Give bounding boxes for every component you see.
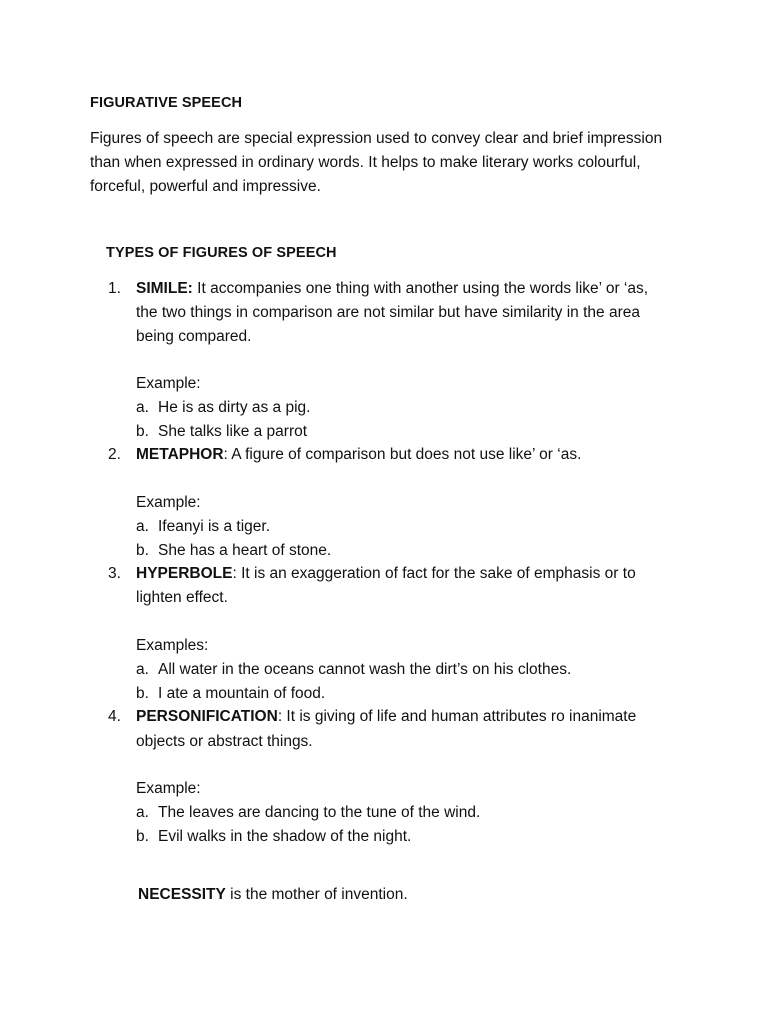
intro-paragraph <box>90 127 710 199</box>
document-title: FIGURATIVE SPEECH <box>90 95 243 111</box>
closing-text: is the mother of invention. <box>225 886 408 903</box>
item-text: : It is giving of life and human attributes ro inanimate <box>277 708 637 725</box>
list-number: 2. <box>108 446 121 463</box>
section-heading: TYPES OF FIGURES OF SPEECH <box>106 245 337 261</box>
example-letter: b. <box>136 828 149 845</box>
example-text: She has a heart of stone. <box>158 542 332 559</box>
item-text: It accompanies one thing with another using the words like’ or ‘as, <box>192 280 649 297</box>
example-letter: a. <box>136 804 149 821</box>
example-text: The leaves are dancing to the tune of the wind. <box>158 804 481 821</box>
example-text: Evil walks in the shadow of the night. <box>158 828 412 845</box>
example-label: Example: <box>136 780 201 797</box>
example-letter: a. <box>136 661 149 678</box>
intro-line: forceful, powerful and impressive. <box>90 178 321 195</box>
example-label: Example: <box>136 494 201 511</box>
example-letter: a. <box>136 518 149 535</box>
example-label: Examples: <box>136 637 209 654</box>
example-text: I ate a mountain of food. <box>158 685 326 702</box>
item-text: : It is an exaggeration of fact for the sake of emphasis or to <box>232 565 636 582</box>
item-text: : A figure of comparison but does not use like’ or ‘as. <box>223 446 582 463</box>
example-text: He is as dirty as a pig. <box>158 399 311 416</box>
intro-line: than when expressed in ordinary words. It helps to make literary works colourful, <box>90 154 641 171</box>
example-label: Example: <box>136 375 201 392</box>
example-text: She talks like a parrot <box>158 423 308 440</box>
example-letter: b. <box>136 423 149 440</box>
item-term: HYPERBOLE <box>136 565 233 582</box>
example-letter: a. <box>136 399 149 416</box>
list-number: 1. <box>108 280 121 297</box>
item-text: lighten effect. <box>136 589 228 606</box>
item-text: objects or abstract things. <box>136 733 313 750</box>
item-first-line <box>136 565 636 583</box>
intro-line: Figures of speech are special expression used to convey clear and brief impression <box>90 130 663 147</box>
list-number: 4. <box>108 708 121 725</box>
list-number: 3. <box>108 565 121 582</box>
closing-sentence <box>138 886 408 904</box>
item-term: PERSONIFICATION <box>136 708 278 725</box>
item-first-line <box>136 708 636 726</box>
example-text: All water in the oceans cannot wash the dirt’s on his clothes. <box>158 661 572 678</box>
item-text: the two things in comparison are not similar but have similarity in the area <box>136 304 640 321</box>
closing-bold: NECESSITY <box>138 886 226 903</box>
item-first-line <box>136 280 648 298</box>
example-letter: b. <box>136 685 149 702</box>
example-letter: b. <box>136 542 149 559</box>
item-term: METAPHOR <box>136 446 224 463</box>
example-text: Ifeanyi is a tiger. <box>158 518 271 535</box>
item-first-line <box>136 446 581 464</box>
item-text: being compared. <box>136 328 252 345</box>
item-term: SIMILE: <box>136 280 193 297</box>
